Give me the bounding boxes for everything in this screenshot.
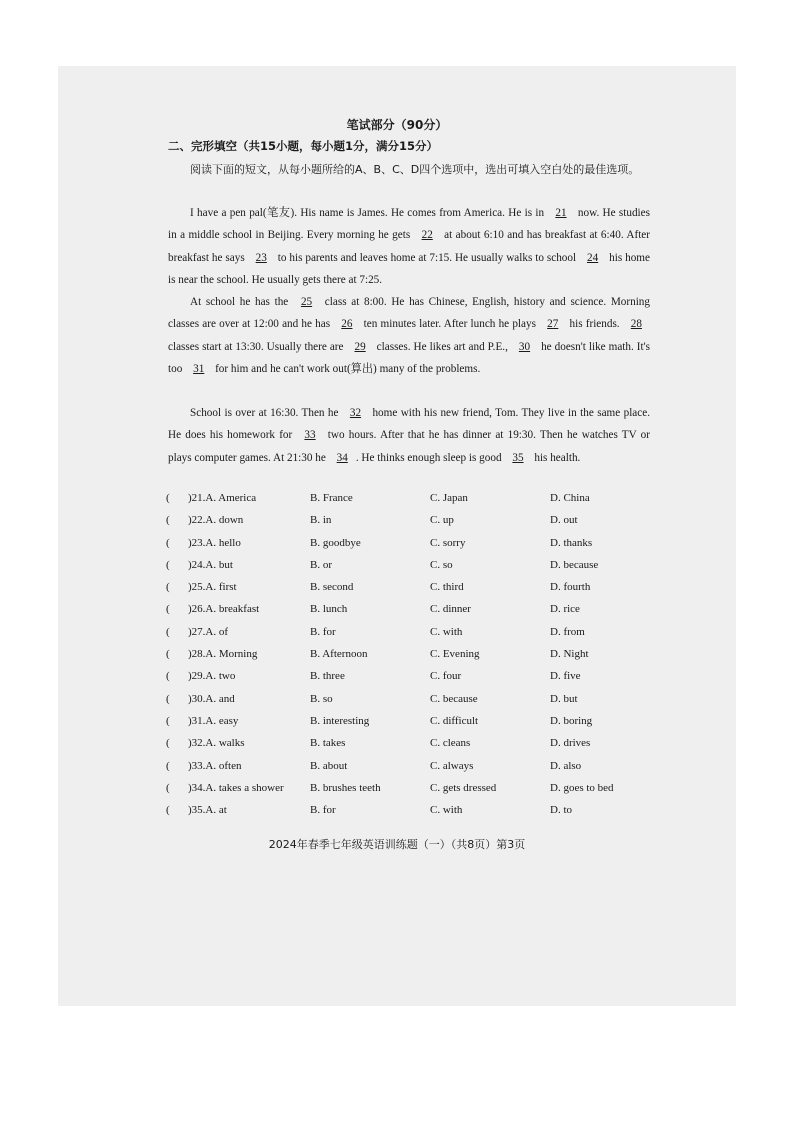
option-a: )25.A. first — [188, 581, 237, 594]
blank-30: 30 — [518, 340, 531, 353]
option-b: B. or — [310, 558, 332, 571]
blank-31: 31 — [193, 362, 205, 375]
option-a: )30.A. and — [188, 692, 235, 705]
answer-bracket[interactable]: ( — [166, 781, 170, 794]
blank-34: 34 — [336, 451, 348, 464]
option-d: D. but — [550, 692, 578, 705]
answer-bracket[interactable]: ( — [166, 536, 170, 549]
option-a: )23.A. hello — [188, 536, 241, 549]
option-b: B. about — [310, 759, 348, 772]
option-c: C. Japan — [430, 492, 468, 504]
answer-bracket[interactable]: ( — [166, 603, 170, 616]
option-d: D. to — [550, 804, 572, 817]
option-b: B. three — [310, 670, 345, 683]
option-d: D. because — [550, 558, 599, 571]
option-d: D. goes to bed — [550, 781, 614, 794]
page-footer: 2024年春季七年级英语训练题（一）（共8页）第3页 — [268, 838, 526, 851]
option-b: B. second — [310, 581, 354, 594]
option-c: C. with — [430, 625, 463, 638]
option-a: )27.A. of — [188, 625, 229, 638]
option-c: C. up — [430, 514, 454, 527]
answer-bracket[interactable]: ( — [166, 514, 170, 527]
question-row — [166, 760, 666, 782]
option-c: C. Evening — [430, 648, 480, 661]
options-list — [166, 492, 666, 826]
question-row — [166, 514, 666, 536]
question-row — [166, 737, 666, 759]
blank-23: 23 — [255, 251, 267, 264]
question-row — [166, 715, 666, 737]
option-d: D. Night — [550, 648, 589, 661]
option-d: D. fourth — [550, 581, 591, 594]
option-c: C. sorry — [430, 536, 466, 549]
option-c: C. with — [430, 804, 463, 817]
option-b: B. interesting — [310, 714, 370, 727]
option-b: B. so — [310, 692, 333, 705]
option-b: B. Afternoon — [310, 648, 368, 661]
answer-bracket[interactable]: ( — [166, 625, 170, 638]
passage-paragraph-2: At school he has the 25 class at 8:00. He has Chinese, English, history and science. Morning classes are over at 12:00 and he has 26 ten minutes later. After lunch he plays 27 his friends. 28 classes start at 13:30. Usually there are 29 classes. He likes art and P.E., 30 he doesn't like math. It's too 31 for him and he can't work out(算出) many of the problems. — [168, 296, 651, 375]
option-d: D. China — [550, 492, 590, 504]
answer-bracket[interactable]: ( — [166, 492, 170, 504]
option-a: )26.A. breakfast — [188, 603, 260, 616]
option-a: )31.A. easy — [188, 714, 239, 727]
blank-21: 21 — [555, 207, 567, 219]
answer-bracket[interactable]: ( — [166, 759, 170, 772]
blank-35: 35 — [512, 451, 524, 464]
option-c: C. because — [430, 692, 478, 705]
passage-paragraph-3: School is over at 16:30. Then he 32 home with his new friend, Tom. They live in the same place. He does his homework for 33 two hours. After that he has dinner at 19:30. Then he watches TV or plays computer games. At 21:30 he 34 . He thinks enough sleep is good 35 his health. — [168, 407, 650, 464]
answer-bracket[interactable]: ( — [166, 670, 170, 683]
blank-32: 32 — [349, 407, 362, 419]
option-c: C. gets dressed — [430, 781, 497, 794]
blank-25: 25 — [300, 296, 313, 308]
question-row — [166, 537, 666, 559]
option-c: C. so — [430, 558, 453, 571]
passage-paragraph-1: I have a pen pal(笔友). His name is James. He comes from America. He is in 21 now. He studies in a middle school in Beijing. Every morning he gets 22 at about 6:10 and has breakfast at 6:40. After breakfast he says 23 to his parents and leaves home at 7:15. He usually walks to school 24 his home is near the school. He usually gets there at 7:25. — [168, 207, 650, 286]
option-b: B. lunch — [310, 603, 348, 616]
blank-24: 24 — [587, 251, 599, 264]
option-d: D. thanks — [550, 536, 593, 549]
option-d: D. five — [550, 670, 581, 683]
answer-bracket[interactable]: ( — [166, 804, 170, 817]
answer-bracket[interactable]: ( — [166, 581, 170, 594]
instructions: 阅读下面的短文，从每小题所给的A、B、C、D四个选项中，选出可填入空白处的最佳选项。 — [190, 163, 640, 176]
blank-22: 22 — [421, 229, 433, 242]
blank-26: 26 — [341, 318, 353, 331]
option-a: )22.A. down — [188, 514, 244, 527]
option-a: )34.A. takes a shower — [188, 781, 284, 794]
option-c: C. third — [430, 581, 464, 594]
option-a: )24.A. but — [188, 558, 233, 571]
option-c: C. four — [430, 670, 462, 683]
option-a: )33.A. often — [188, 759, 242, 772]
section-heading: 二、完形填空（共15小题，每小题1分，满分15分） — [168, 139, 439, 153]
question-row — [166, 693, 666, 715]
blank-33: 33 — [304, 429, 316, 442]
option-b: B. for — [310, 625, 336, 638]
option-b: B. goodbye — [310, 536, 361, 549]
option-c: C. always — [430, 759, 474, 772]
option-d: D. rice — [550, 603, 580, 616]
question-row — [166, 782, 666, 804]
answer-bracket[interactable]: ( — [166, 737, 170, 750]
question-row — [166, 648, 666, 670]
option-a: )32.A. walks — [188, 737, 245, 750]
blank-28: 28 — [630, 318, 642, 331]
option-b: B. brushes teeth — [310, 781, 381, 794]
question-row — [166, 670, 666, 692]
option-b: B. takes — [310, 737, 346, 750]
question-row — [166, 559, 666, 581]
option-a: )28.A. Morning — [188, 648, 258, 661]
blank-29: 29 — [354, 340, 366, 353]
question-row — [166, 492, 666, 514]
option-d: D. from — [550, 625, 585, 638]
page-title: 笔试部分（90分） — [346, 118, 448, 132]
option-d: D. drives — [550, 737, 591, 750]
option-c: C. cleans — [430, 737, 471, 750]
answer-bracket[interactable]: ( — [166, 692, 170, 705]
question-row — [166, 603, 666, 625]
blank-27: 27 — [547, 318, 559, 331]
option-c: C. dinner — [430, 603, 471, 616]
option-a: )29.A. two — [188, 670, 236, 683]
question-row — [166, 581, 666, 603]
option-d: D. also — [550, 759, 582, 772]
answer-bracket[interactable]: ( — [166, 648, 170, 661]
answer-bracket[interactable]: ( — [166, 558, 170, 571]
question-row — [166, 804, 666, 826]
option-a: )35.A. at — [188, 804, 227, 817]
option-b: B. France — [310, 492, 353, 504]
option-b: B. in — [310, 514, 332, 527]
option-d: D. boring — [550, 714, 593, 727]
option-a: )21.A. America — [188, 492, 257, 504]
answer-bracket[interactable]: ( — [166, 714, 170, 727]
option-b: B. for — [310, 804, 336, 817]
option-c: C. difficult — [430, 714, 479, 727]
question-row — [166, 626, 666, 648]
option-d: D. out — [550, 514, 578, 527]
